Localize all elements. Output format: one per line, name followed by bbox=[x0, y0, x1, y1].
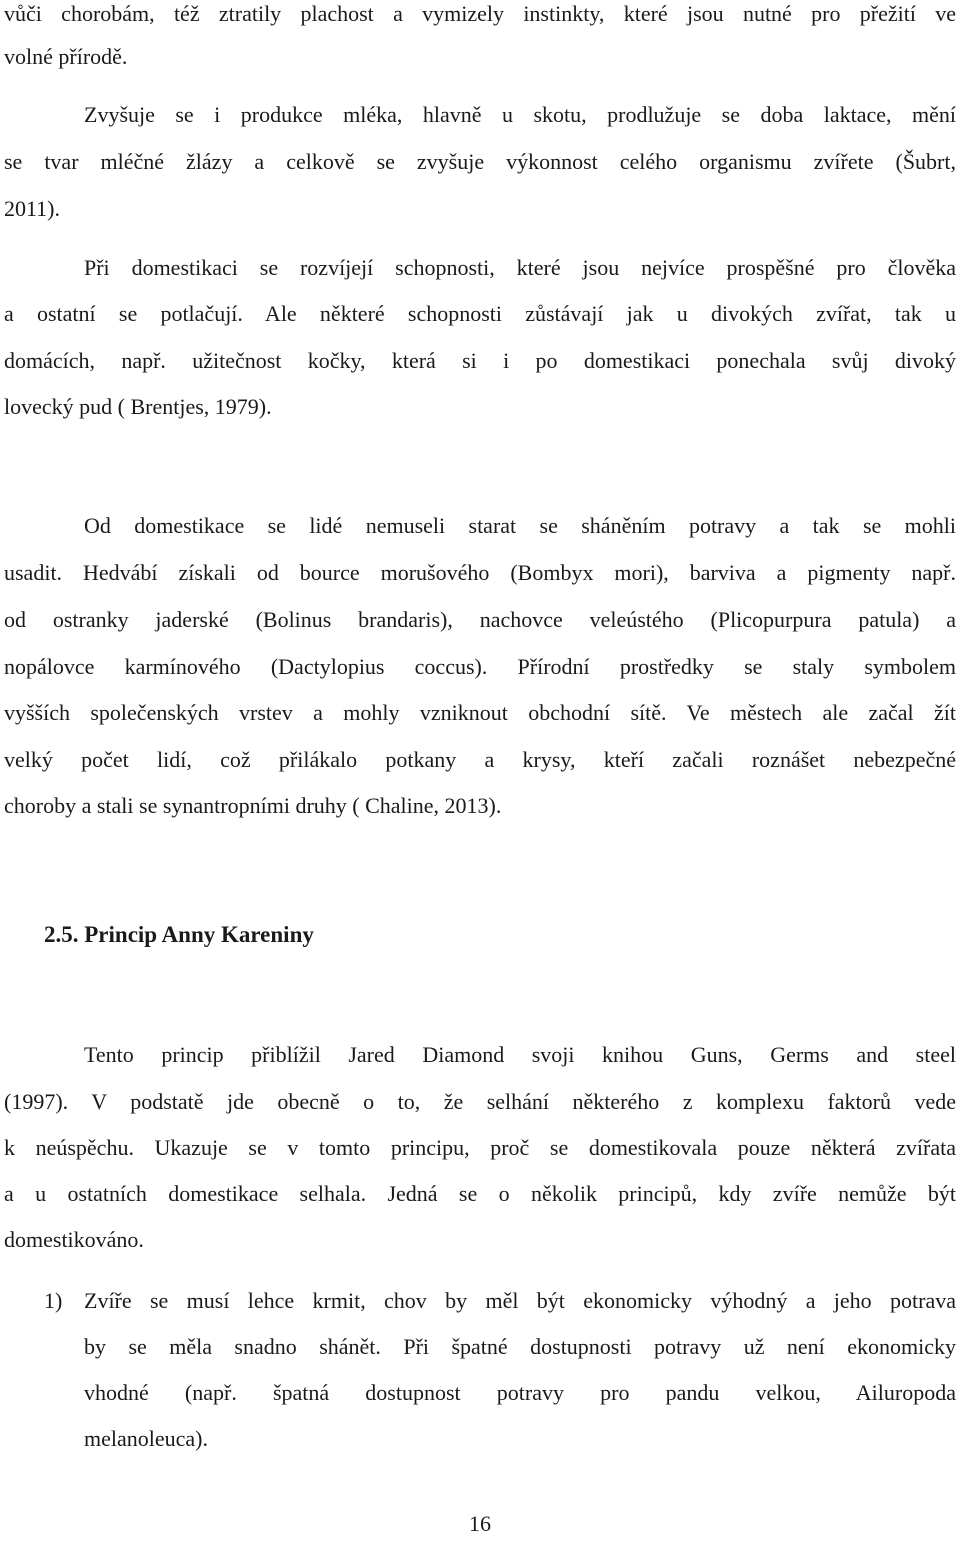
list-item-line: vhodné (např. špatná dostupnost potravy pro pandu velkou, Ailuropoda bbox=[84, 1380, 956, 1405]
list-number: 1) bbox=[44, 1288, 63, 1313]
list-item-line: by se měla snadno shánět. Při špatné dostupnosti potravy už není ekonomicky bbox=[84, 1334, 956, 1359]
paragraph-line: vyšších společenských vrstev a mohly vzniknout obchodní sítě. Ve městech ale začal žít bbox=[4, 700, 956, 725]
list-item-line: melanoleuca). bbox=[84, 1426, 208, 1451]
section-heading: 2.5. Princip Anny Kareniny bbox=[44, 922, 314, 947]
paragraph-line: velký počet lidí, což přilákalo potkany a krysy, kteří začali roznášet nebezpečné bbox=[4, 747, 956, 772]
paragraph-line: k neúspěchu. Ukazuje se v tomto principu, proč se domestikovala pouze některá zvířata bbox=[4, 1135, 956, 1160]
page-number: 16 bbox=[469, 1511, 491, 1536]
paragraph-line: Tento princip přiblížil Jared Diamond svoji knihou Guns, Germs and steel bbox=[84, 1042, 956, 1067]
paragraph-line: Zvyšuje se i produkce mléka, hlavně u skotu, prodlužuje se doba laktace, mění bbox=[84, 102, 956, 127]
paragraph-line: od ostranky jaderské (Bolinus brandaris), nachovce veleústého (Plicopurpura patula) a bbox=[4, 607, 956, 632]
paragraph-line: 2011). bbox=[4, 196, 61, 221]
paragraph-line: se tvar mléčné žlázy a celkově se zvyšuje výkonnost celého organismu zvířete (Šubrt, bbox=[4, 149, 956, 174]
paragraph-line: a u ostatních domestikace selhala. Jedná se o několik principů, kdy zvíře nemůže být bbox=[4, 1181, 956, 1206]
paragraph-line: domestikováno. bbox=[4, 1227, 144, 1252]
paragraph-line: volné přírodě. bbox=[4, 44, 128, 69]
paragraph-line: domácích, např. užitečnost kočky, která si i po domestikaci ponechala svůj divoký bbox=[4, 348, 956, 373]
paragraph-line: usadit. Hedvábí získali od bource morušového (Bombyx mori), barviva a pigmenty např. bbox=[4, 560, 956, 585]
paragraph-line: Od domestikace se lidé nemuseli starat se sháněním potravy a tak se mohli bbox=[84, 513, 956, 538]
paragraph-line: (1997). V podstatě jde obecně o to, že selhání některého z komplexu faktorů vede bbox=[4, 1089, 956, 1114]
paragraph-line: vůči chorobám, též ztratily plachost a vymizely instinkty, které jsou nutné pro přežití ve bbox=[4, 1, 956, 26]
paragraph-line: Při domestikaci se rozvíjejí schopnosti, které jsou nejvíce prospěšné pro člověka bbox=[84, 255, 956, 280]
list-item-line: Zvíře se musí lehce krmit, chov by měl být ekonomicky výhodný a jeho potrava bbox=[84, 1288, 956, 1313]
paragraph-line: choroby a stali se synantropními druhy ( Chaline, 2013). bbox=[4, 793, 502, 818]
paragraph-line: lovecký pud ( Brentjes, 1979). bbox=[4, 394, 272, 419]
paragraph-line: a ostatní se potlačují. Ale některé schopnosti zůstávají jak u divokých zvířat, tak u bbox=[4, 301, 956, 326]
paragraph-line: nopálovce karmínového (Dactylopius coccus). Přírodní prostředky se staly symbolem bbox=[4, 654, 956, 679]
